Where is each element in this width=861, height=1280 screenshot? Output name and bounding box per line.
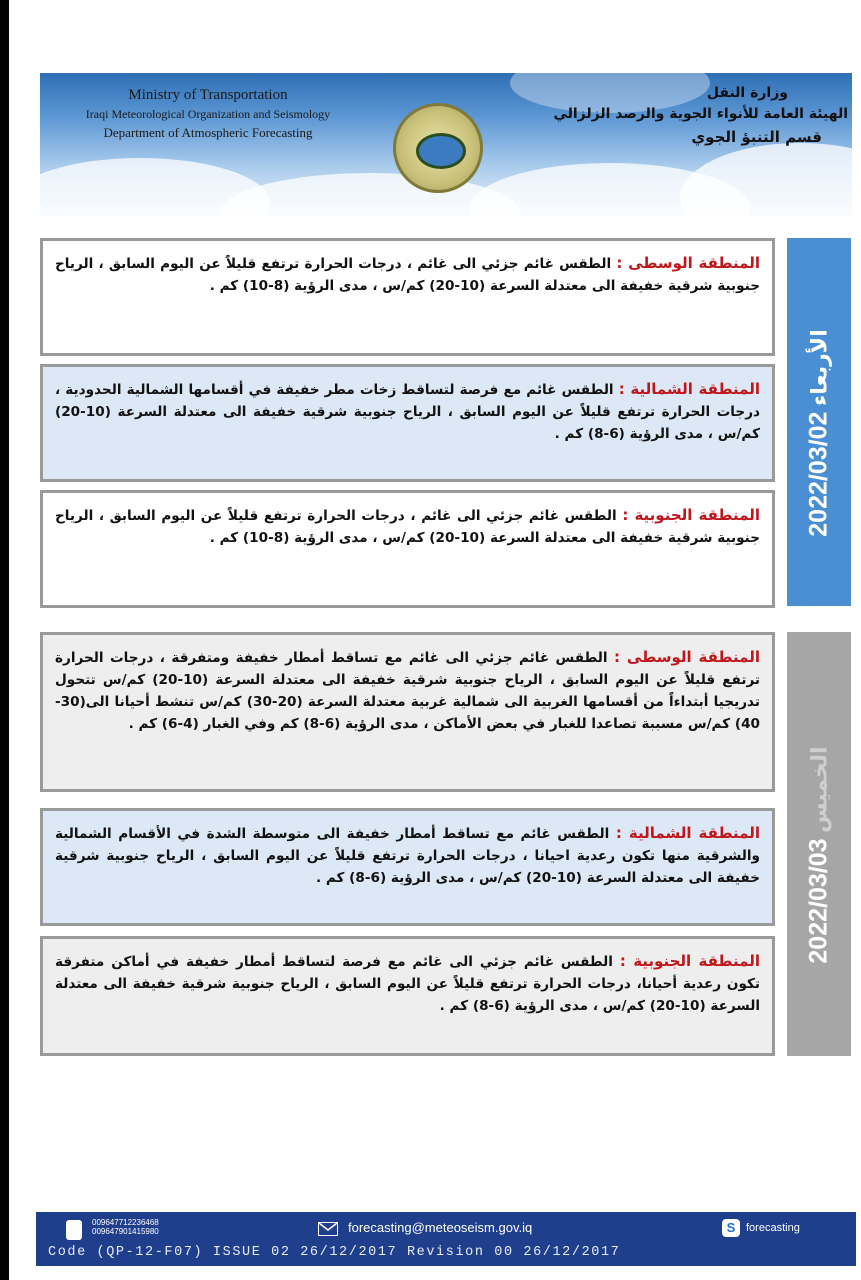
skype-handle: forecasting [746,1222,800,1234]
day-name: الأربعاء [807,329,833,407]
forecast-box-thu-north [40,808,775,926]
cloud-decoration [680,143,852,216]
mail-icon [318,1222,338,1236]
day-date: 2022/03/02 [804,411,833,537]
department-name-ar: قسم التنبؤ الجوي [691,128,822,146]
phone-number-1: 009647712236468 [92,1218,159,1227]
department-name-en: Department of Atmospheric Forecasting [103,125,313,140]
day-tab-label [805,724,834,963]
forecast-box-wed-south [40,490,775,608]
header-banner [40,73,852,216]
phone-numbers [92,1218,159,1236]
region-label: المنطقة الوسطى : [613,648,760,666]
ministry-name-ar: وزارة النقل [706,85,788,101]
phone-icon [66,1220,82,1240]
organization-logo [393,103,483,193]
organization-name-en: Iraqi Meteorological Organization and Seismology [85,107,331,121]
forecast-box-thu-south [40,936,775,1056]
footer-bar [36,1212,856,1266]
forecast-text: الطقس غائم جزئي الى غائم مع فرصة لتساقط أمطار خفيفة في أماكن متفرقة تكون رعدية أحيانا، درجات الحرارة ترتفع قليلاً عن اليوم السابق ، الرياح جنوبية شرقية خفيفة الى معتدلة السرعة (10-20) كم/س ، مدى الرؤية (6-8) كم . [55,954,760,1015]
forecast-box-thu-central [40,632,775,792]
forecast-text: الطقس غائم مع تساقط أمطار خفيفة الى متوسطة الشدة في الأقسام الشمالية والشرقية منها تكون رعدية احيانا ، درجات الحرارة ترتفع قليلاً عن اليوم السابق ، الرياح جنوبية شرقية خفيفة الى معتدلة السرعة (10-20) كم/س ، مدى الرؤية (6-8) كم . [55,826,760,887]
email-link[interactable]: forecasting@meteoseism.gov.iq [348,1220,533,1235]
ministry-name-en: Ministry of Transportation [128,87,288,103]
region-label: المنطقة الشمالية : [615,824,761,842]
forecast-text: الطقس غائم جزئي الى غائم ، درجات الحرارة ترتفع قليلاً عن اليوم السابق ، الرياح جنوبية شرقية خفيفة الى معتدلة السرعة (10-20) كم/س ، مدى الرؤية (8-10) كم . [55,256,760,295]
forecast-text: الطقس غائم جزئي الى غائم ، درجات الحرارة ترتفع قليلاً عن اليوم السابق ، الرياح جنوبية شرقية خفيفة الى معتدلة السرعة (10-20) كم/س ، مدى الرؤية (8-10) كم . [55,508,760,547]
organization-name-ar: الهيئة العامة للأنواء الجوية والرصد الزلزالي [553,106,848,122]
day-tab-wednesday [787,238,851,606]
forecast-text: الطقس غائم جزئي الى غائم مع تساقط أمطار خفيفة ومتفرقة ، درجات الحرارة ترتفع قليلاً عن اليوم السابق ، الرياح جنوبية شرقية خفيفة الى معتدلة السرعة (10-20) كم/س تتحول تدريجيا أبتداءاً من أقسامها الغربية الى شمالية غربية معتدلة السرعة (20-30) كم/س تنشط أحيانا الى(30-40) كم/س مسببة تصاعدا للغبار في بعض الأماكن ، مدى الرؤية (6-8) كم وفي الغبار (4-6) كم . [55,650,761,733]
day-tab-thursday [787,632,851,1056]
forecast-box-wed-central [40,238,775,356]
phone-number-2: 009647901415980 [92,1227,159,1236]
region-label: المنطقة الوسطى : [616,254,760,272]
region-label: المنطقة الجنوبية : [619,952,761,970]
region-label: المنطقة الشمالية : [618,380,761,398]
day-name: الخميس [807,746,833,833]
day-tab-label [805,307,834,536]
skype-icon: S [722,1219,740,1237]
document-code-line: Code (QP-12-F07) ISSUE 02 26/12/2017 Revision 00 26/12/2017 [48,1245,621,1260]
forecast-box-wed-north [40,364,775,482]
header-english-block [58,87,358,141]
region-label: المنطقة الجنوبية : [622,506,760,524]
left-edge-bar [0,0,9,1280]
day-date: 2022/03/03 [804,838,833,964]
header-arabic-block [548,85,848,146]
forecast-text: الطقس غائم مع فرصة لتساقط زخات مطر خفيفة في أقسامها الشمالية الحدودية ، درجات الحرارة ترتفع قليلاً عن اليوم السابق ، الرياح جنوبية شرقية خفيفة الى معتدلة السرعة (10-20) كم/س ، مدى الرؤية (6-8) كم . [55,382,760,443]
logo-emblem-icon [416,133,466,169]
